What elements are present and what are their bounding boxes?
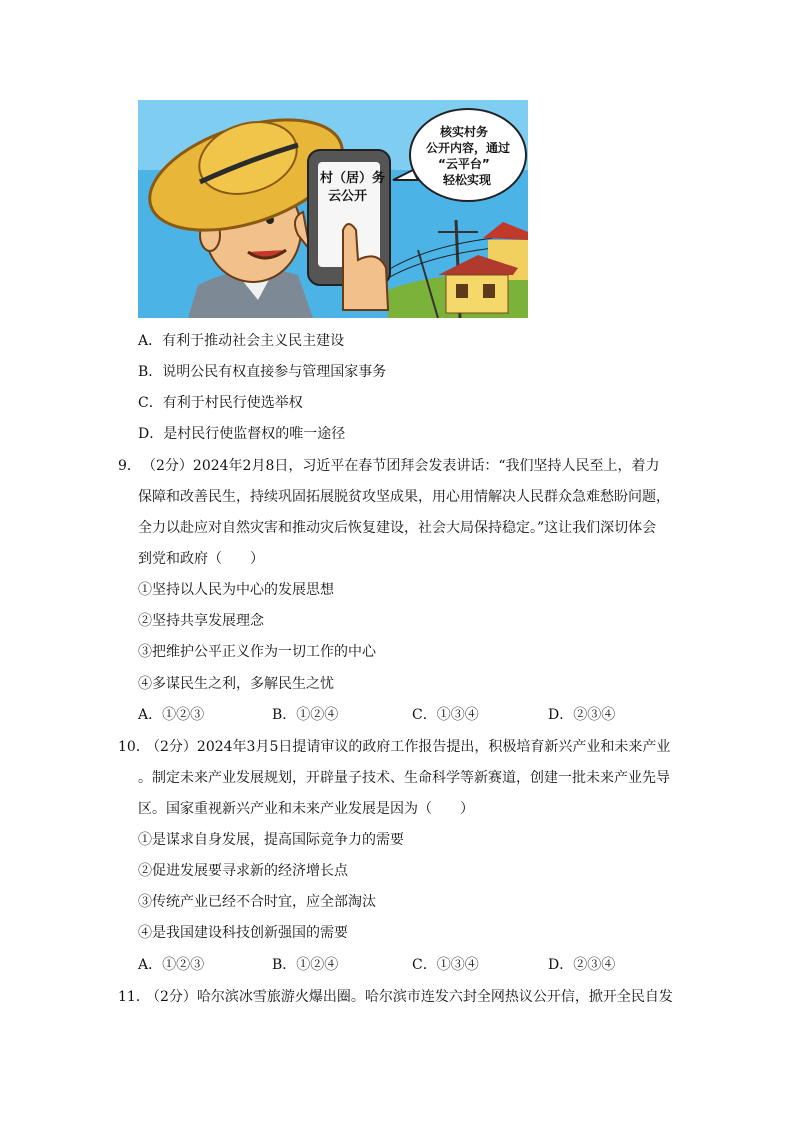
- bubble-line3: “云平台”: [438, 157, 490, 171]
- q9-choice-a: A．①②③: [138, 707, 205, 723]
- q9-item-1: ①坚持以人民为中心的发展思想: [138, 582, 334, 598]
- phone-text-line1: 村（居）务: [320, 171, 386, 186]
- bubble-line4: 轻松实现: [443, 173, 492, 187]
- q10-stem-line1: （2分）2024年3月5日提请审议的政府工作报告提出，积极培育新兴产业和未来产业: [146, 739, 671, 755]
- q10-stem-line2: 。制定未来产业发展规划，开辟量子技术、生命科学等新赛道，创建一批未来产业先导: [138, 770, 670, 786]
- q11-stem-line1: （2分）哈尔滨冰雪旅游火爆出圈。哈尔滨市连发六封全网热议公开信，掀开全民自发: [146, 989, 673, 1005]
- q10-item-4: ④是我国建设科技创新强国的需要: [138, 925, 348, 941]
- q9-choice-b: B．①②④: [272, 707, 339, 723]
- q8-option-b: B．说明公民有权直接参与管理国家事务: [138, 364, 387, 380]
- bubble-line2: 公开内容，通过: [426, 141, 511, 155]
- q10-choice-c: C．①③④: [412, 957, 479, 973]
- q9-stem-line2: 保障和改善民生，持续巩固拓展脱贫攻坚成果，用心用情解决人民群众急难愁盼问题，: [138, 489, 670, 505]
- q10-item-1: ①是谋求自身发展，提高国际竞争力的需要: [138, 832, 404, 848]
- q10-choice-a: A．①②③: [138, 957, 205, 973]
- phone-text-line2: 云公开: [328, 189, 368, 204]
- q10-choice-d: D．②③④: [548, 957, 616, 973]
- cartoon-illustration: [138, 100, 528, 318]
- q9-choice-c: C．①③④: [412, 707, 479, 723]
- q8-option-a: A．有利于推动社会主义民主建设: [138, 333, 345, 349]
- q10-item-3: ③传统产业已经不合时宜，应全部淘汰: [138, 894, 376, 910]
- q9-stem-line3: 全力以赴应对自然灾害和推动灾后恢复建设，社会大局保持稳定。”这让我们深切体会: [138, 520, 657, 536]
- q9-stem-line4: 到党和政府（ ）: [138, 551, 264, 567]
- q10-item-2: ②促进发展要寻求新的经济增长点: [138, 863, 348, 879]
- q9-item-4: ④多谋民生之利，多解民生之忧: [138, 676, 334, 692]
- q9-choice-d: D．②③④: [548, 707, 616, 723]
- q9-item-3: ③把维护公平正义作为一切工作的中心: [138, 644, 376, 660]
- q10-choice-b: B．①②④: [272, 957, 339, 973]
- q8-option-d: D．是村民行使监督权的唯一途径: [138, 426, 346, 442]
- bubble-line1: 核实村务: [440, 125, 489, 139]
- q9-item-2: ②坚持共享发展理念: [138, 613, 264, 629]
- q8-option-c: C．有利于村民行使选举权: [138, 395, 303, 411]
- q9-stem-line1: （2分）2024年2月8日，习近平在春节团拜会发表讲话：“我们坚持人民至上，着力: [142, 458, 660, 474]
- q11-number: 11．: [118, 989, 150, 1005]
- q10-stem-line3: 区。国家重视新兴产业和未来产业发展是因为（ ）: [138, 801, 474, 817]
- q10-number: 10．: [118, 739, 150, 755]
- q9-number: 9．: [118, 458, 141, 474]
